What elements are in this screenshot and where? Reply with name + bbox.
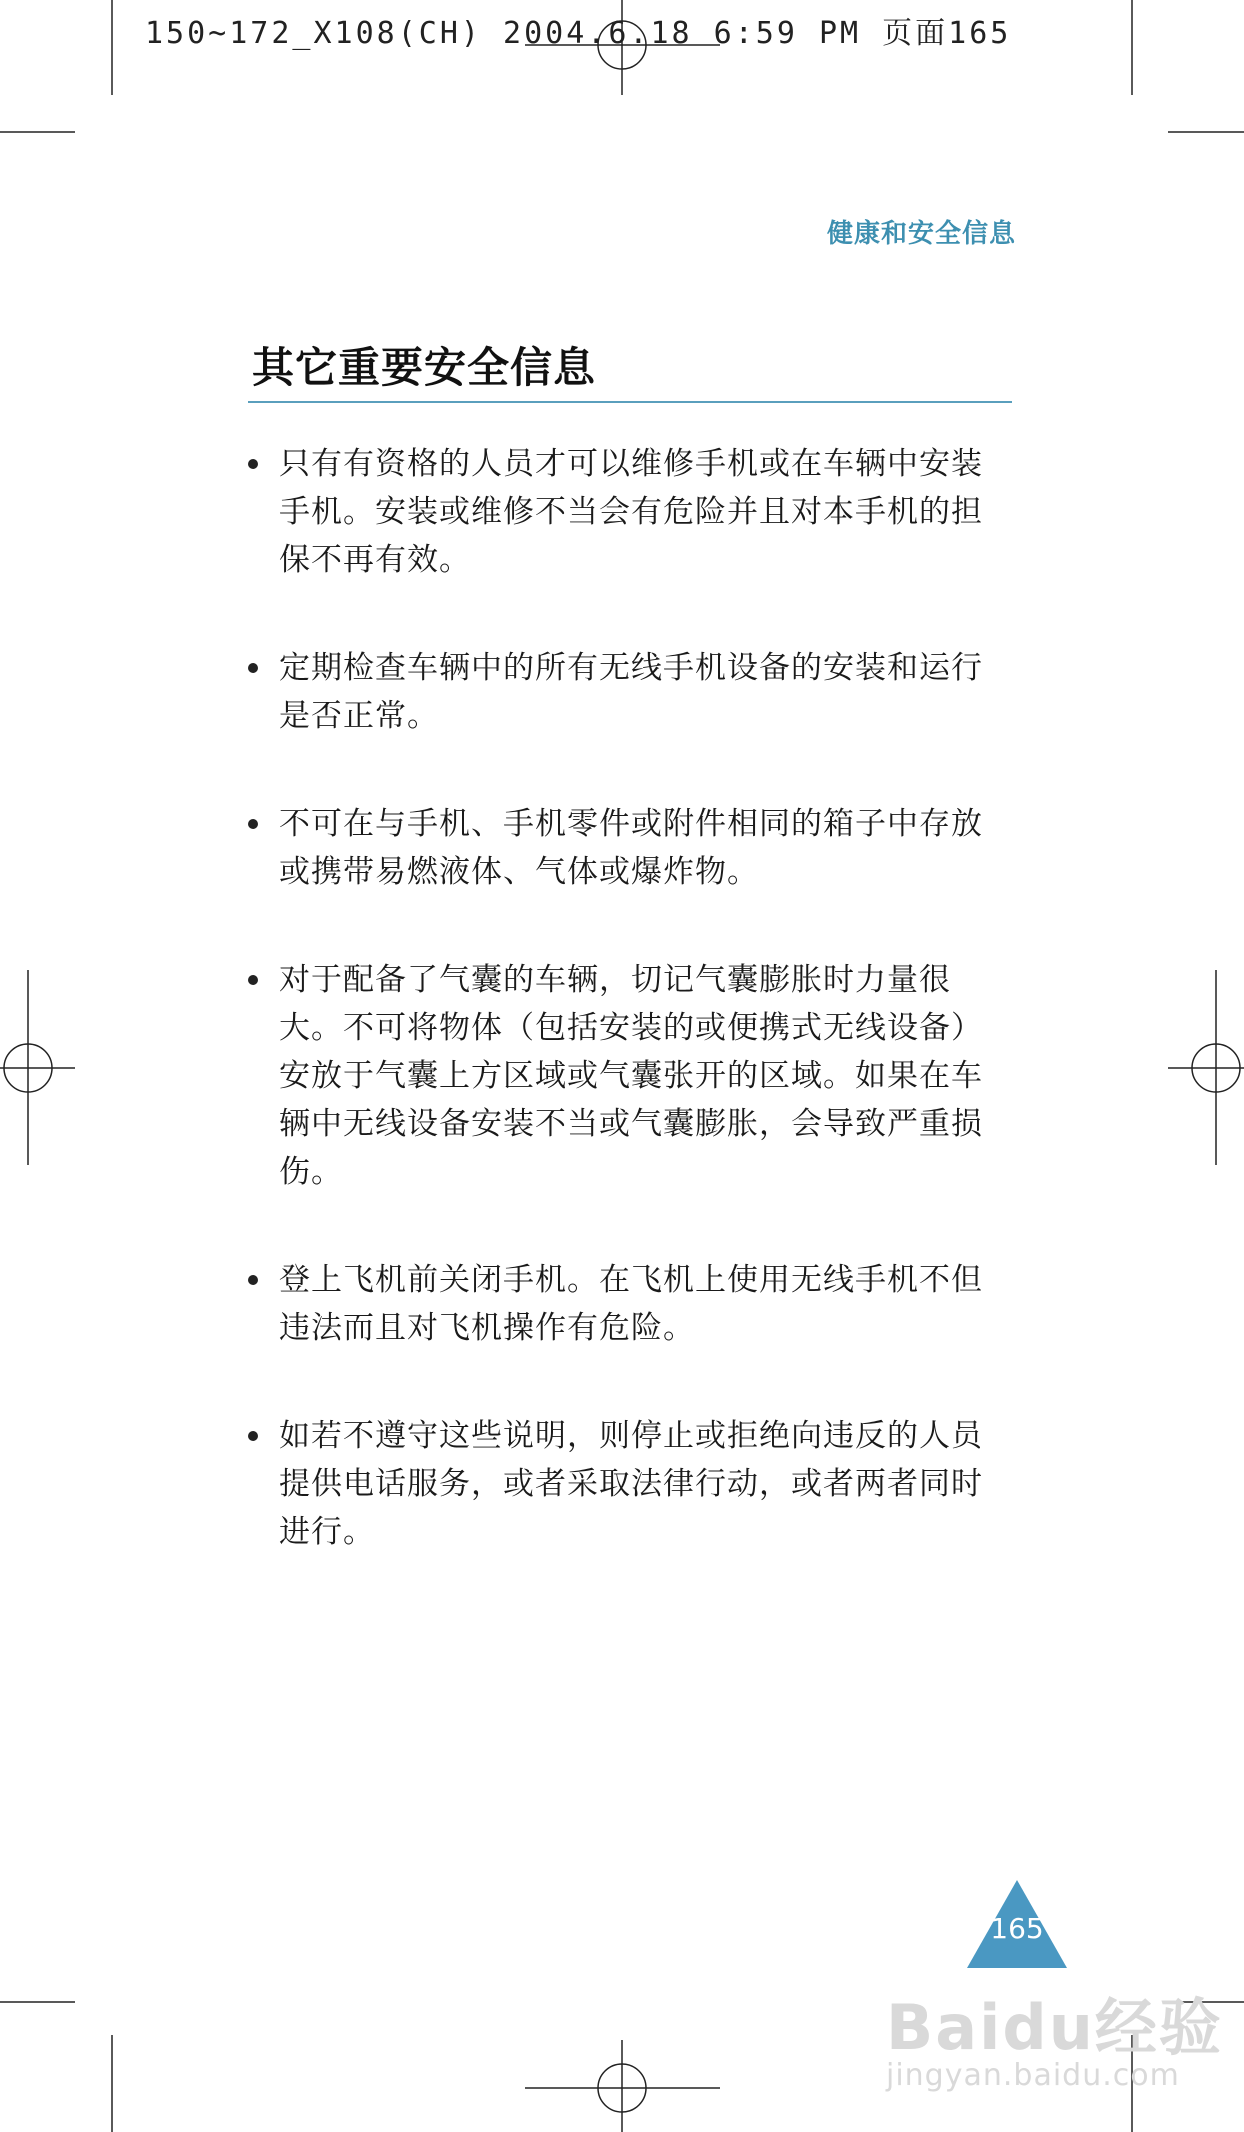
print-slug: 150~172_X108(CH) 2004.6.18 6:59 PM 页面165 (145, 16, 1012, 51)
bullet-text: 定期检查车辆中的所有无线手机设备的安装和运行是否正常。 (279, 650, 983, 734)
safety-bullet-list (248, 440, 1008, 1616)
bullet-text: 对于配备了气囊的车辆，切记气囊膨胀时力量很大。不可将物体（包括安装的或便携式无线设备）安放于气囊上方区域或气囊张开的区域。如果在车辆中无线设备安装不当或气囊膨胀，会导致严重损伤。 (279, 962, 983, 1190)
registration-mark-left (0, 970, 75, 1165)
bullet-dot-icon (248, 975, 258, 985)
bullet-dot-icon (248, 1431, 258, 1441)
bullet-dot-icon (248, 819, 258, 829)
registration-mark-top (525, 0, 720, 95)
registration-mark-bottom (525, 2040, 720, 2132)
bullet-item (248, 956, 1008, 1196)
baidu-watermark (880, 1978, 1223, 2118)
bullet-item (248, 1412, 1008, 1556)
bullet-dot-icon (248, 663, 258, 673)
registration-mark-right (1168, 970, 1244, 1165)
bullet-item (248, 800, 1008, 896)
bullet-dot-icon (248, 459, 258, 469)
section-title: 其它重要安全信息 (252, 343, 597, 392)
bullet-text: 登上飞机前关闭手机。在飞机上使用无线手机不但违法而且对飞机操作有危险。 (279, 1262, 983, 1346)
page-number: 165 (990, 1912, 1044, 1945)
bullet-item (248, 644, 1008, 740)
running-head: 健康和安全信息 (826, 219, 1016, 249)
bullet-item (248, 440, 1008, 584)
bullet-dot-icon (248, 1275, 258, 1285)
bullet-text: 只有有资格的人员才可以维修手机或在车辆中安装手机。安装或维修不当会有危险并且对本手机的担保不再有效。 (279, 446, 983, 578)
bullet-item (248, 1256, 1008, 1352)
bullet-text: 不可在与手机、手机零件或附件相同的箱子中存放或携带易燃液体、气体或爆炸物。 (279, 806, 983, 890)
watermark-brand: Baidu经验 (886, 1991, 1223, 2064)
title-rule (248, 401, 1012, 403)
bullet-text: 如若不遵守这些说明，则停止或拒绝向违反的人员提供电话服务，或者采取法律行动，或者两者同时进行。 (279, 1418, 983, 1550)
watermark-url: jingyan.baidu.com (886, 2058, 1180, 2093)
